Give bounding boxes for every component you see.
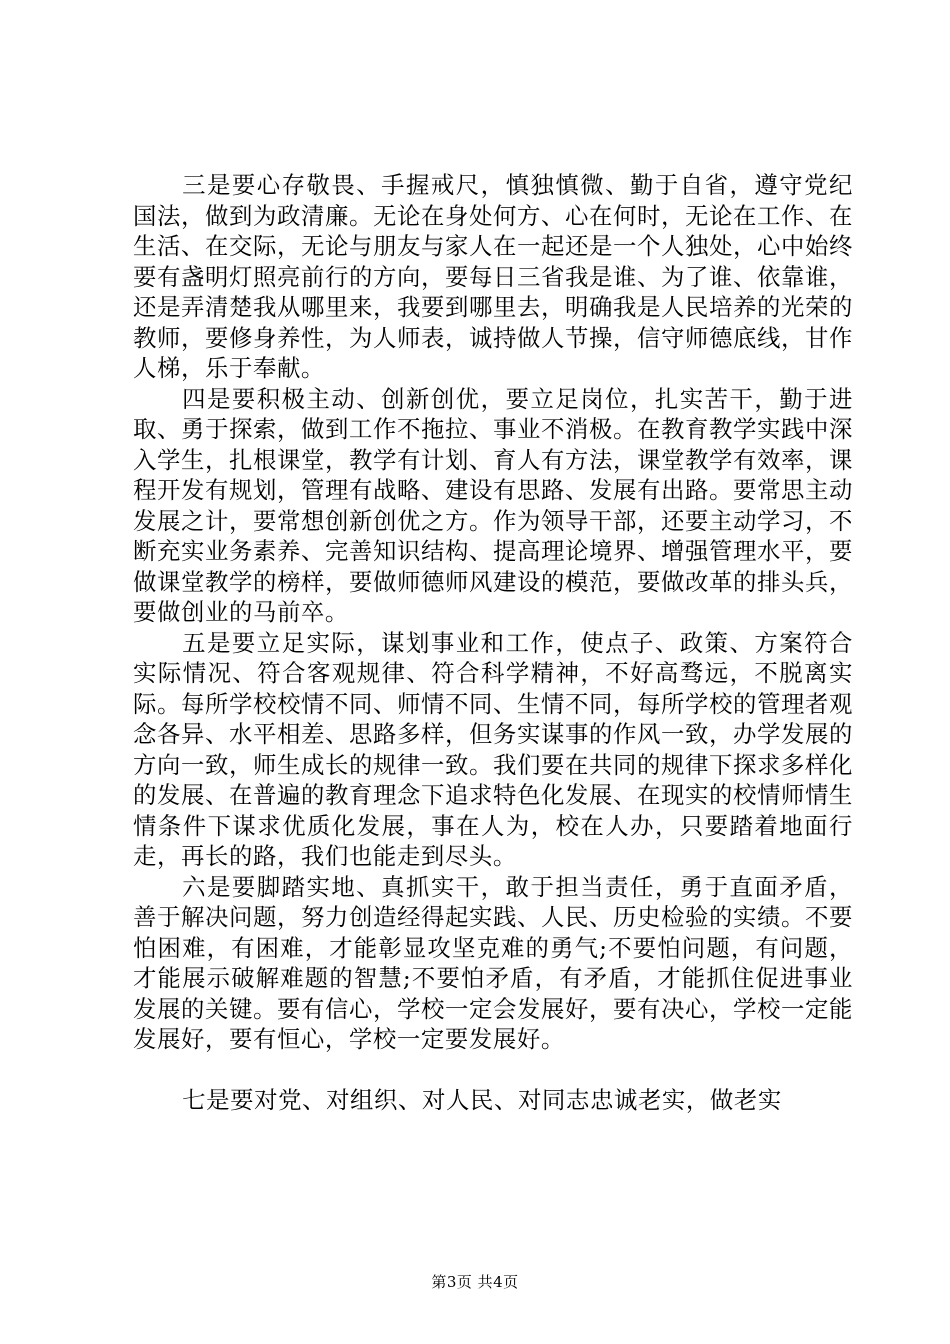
paragraph-six: 六是要脚踏实地、真抓实干，敢于担当责任，勇于直面矛盾，善于解决问题，努力创造经得起实践、人民、历史检验的实绩。不要怕困难，有困难，才能彰显攻坚克难的勇气;不要怕问题，有问题，才能展示破解难题的智慧;不要怕矛盾，有矛盾，才能抓住促进事业发展的关键。要有信心，学校一定会发展好，要有决心，学校一定能发展好，要有恒心，学校一定要发展好。 — [133, 872, 853, 1053]
paragraph-seven: 七是要对党、对组织、对人民、对同志忠诚老实，做老实 — [182, 1085, 782, 1114]
paragraph-four: 四是要积极主动、创新创优，要立足岗位，扎实苦干，勤于进取、勇于探索，做到工作不拖拉、事业不消极。在教育教学实践中深入学生，扎根课堂，教学有计划、育人有方法，课堂教学有效率，课程开发有规划，管理有战略、建设有思路、发展有出路。要常思主动发展之计，要常想创新创优之方。作为领导干部，还要主动学习，不断充实业务素养、完善知识结构、提高理论境界、增强管理水平，要做课堂教学的榜样，要做师德师风建设的模范，要做改革的排头兵，要做创业的马前卒。 — [133, 384, 853, 626]
document-body — [133, 170, 853, 1115]
paragraph-five: 五是要立足实际，谋划事业和工作，使点子、政策、方案符合实际情况、符合客观规律、符合科学精神，不好高骛远，不脱离实际。每所学校校情不同、师情不同、生情不同，每所学校的管理者观念各异、水平相差、思路多样，但务实谋事的作风一致，办学发展的方向一致，师生成长的规律一致。我们要在共同的规律下探求多样化的发展、在普遍的教育理念下追求特色化发展、在现实的校情师情生情条件下谋求优质化发展，事在人为，校在人办，只要踏着地面行走，再长的路，我们也能走到尽头。 — [133, 628, 853, 870]
paragraph-three: 三是要心存敬畏、手握戒尺，慎独慎微、勤于自省，遵守党纪国法，做到为政清廉。无论在身处何方、心在何时，无论在工作、在生活、在交际，无论与朋友与家人在一起还是一个人独处，心中始终要有盏明灯照亮前行的方向，要每日三省我是谁、为了谁、依靠谁，还是弄清楚我从哪里来，我要到哪里去，明确我是人民培养的光荣的教师，要修身养性，为人师表，诚持做人节操，信守师德底线，甘作人梯，乐于奉献。 — [133, 171, 853, 382]
page-number-footer: 第3页 共4页 — [431, 1273, 519, 1291]
